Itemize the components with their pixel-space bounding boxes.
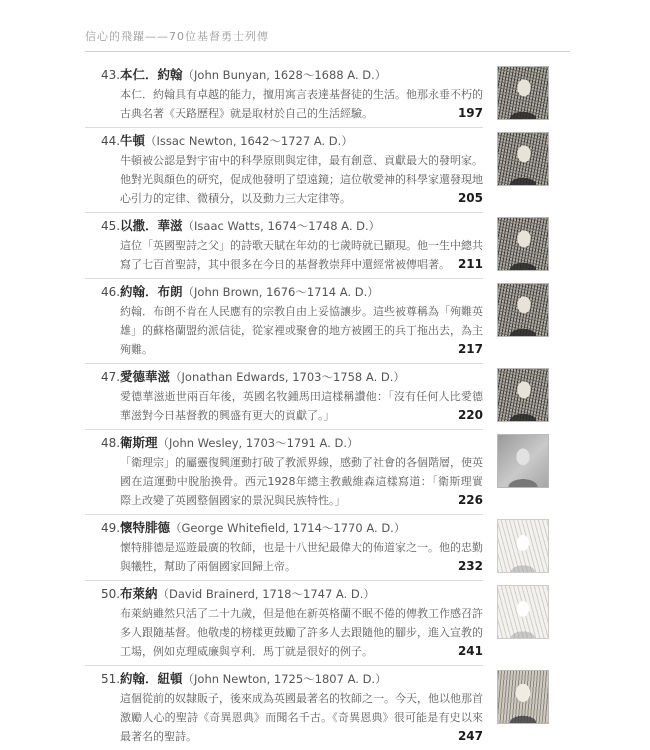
portrait-george-whitefield xyxy=(497,519,549,573)
portrait-isaac-newton xyxy=(497,132,549,186)
toc-entry xyxy=(85,279,547,364)
entry-page-number: 217 xyxy=(450,340,483,359)
entry-meta: （Isaac Watts, 1674～1748 A. D.） xyxy=(182,219,381,233)
entry-heading xyxy=(85,584,483,604)
entry-page-number: 226 xyxy=(450,491,483,510)
toc-entry xyxy=(85,515,547,581)
entry-meta: （Issac Newton, 1642～1727 A. D.） xyxy=(145,134,353,148)
entry-meta: （John Bunyan, 1628～1688 A. D.） xyxy=(182,68,387,82)
entry-number: 49. xyxy=(101,521,121,535)
entry-heading xyxy=(85,216,483,236)
entry-description xyxy=(120,236,483,274)
entry-description xyxy=(120,689,483,746)
entry-description-text: 這個從前的奴隸販子，後來成為英國最著名的牧師之一。今天，他以他那首激勵人心的聖詩《奇異恩典》而聞名千古。《奇異恩典》很可能是有史以來最著名的聖詩。 xyxy=(120,692,483,743)
entry-main xyxy=(85,128,483,213)
entry-main xyxy=(85,62,483,128)
entry-main xyxy=(85,430,483,515)
toc-entry xyxy=(85,581,547,666)
entry-number: 48. xyxy=(101,436,121,450)
running-head: 信心的飛躍——70位基督勇士列傳 xyxy=(85,30,269,43)
entry-name: 衛斯理 xyxy=(120,435,158,450)
entries-list xyxy=(85,62,547,750)
entry-page-number: 205 xyxy=(450,189,483,208)
entry-description xyxy=(120,151,483,208)
entry-heading xyxy=(85,669,483,689)
entry-description-text: 這位「英國聖詩之父」的詩歌天賦在年幼的七歲時就已顯現。他一生中總共寫了七百首聖詩，其中很多在今日的基督教崇拜中還經常被傳唱著。 xyxy=(120,239,483,271)
toc-entry xyxy=(85,213,547,279)
entry-number: 44. xyxy=(101,134,121,148)
entry-number: 45. xyxy=(101,219,121,233)
entry-heading xyxy=(85,65,483,85)
entry-description xyxy=(120,302,483,359)
portrait-isaac-watts xyxy=(497,217,549,271)
entry-description-text: 牛頓被公認是對宇宙中的科學原則與定律，最有創意、貢獻最大的發明家。他對光與顏色的研究，促成他發明了望遠鏡；這位敬愛神的科學家還發現地心引力的定律、微積分，以及動力三大定律等。 xyxy=(120,154,483,205)
entry-main xyxy=(85,364,483,430)
toc-entry xyxy=(85,62,547,128)
entry-description-text: 懷特腓德是巡遊最廣的牧師，也是十八世紀最偉大的佈道家之一。他的忠勤與犧牲，幫助了兩個國家回歸上帝。 xyxy=(120,541,483,573)
toc-entry xyxy=(85,364,547,430)
entry-description-text: 本仁．約翰具有卓越的能力，擅用寓言表達基督徒的生活。他那永垂不朽的古典名著《天路歷程》就是取材於自己的生活經驗。 xyxy=(120,88,483,120)
entry-meta: （George Whitefield, 1714～1770 A. D.） xyxy=(170,521,406,535)
entry-description-text: 「衛理宗」的屬靈復興運動打破了教派界線，感動了社會的各個階層，使英國在這運動中脫胎換骨。西元1928年總主教戴維森這樣寫道：「衛斯理實際上改變了英國整個國家的景況與民族特性。」 xyxy=(120,456,483,507)
entry-description-text: 布萊納雖然只活了二十九歲，但是他在新英格蘭不眠不倦的傳教工作感召許多人跟隨基督。他敬虔的榜樣更鼓勵了許多人去跟隨他的腳步，進入宣教的工場，例如克理威廉與亨利．馬丁就是很好的例子。 xyxy=(120,607,483,658)
entry-name: 愛德華滋 xyxy=(120,369,171,384)
entry-main xyxy=(85,279,483,364)
portrait-john-newton xyxy=(497,670,549,724)
entry-meta: （John Wesley, 1703～1791 A. D.） xyxy=(157,436,359,450)
entry-name: 本仁．約翰 xyxy=(120,67,183,82)
entry-description xyxy=(120,387,483,425)
entry-number: 51. xyxy=(101,672,121,686)
entry-heading xyxy=(85,433,483,453)
entry-meta: （David Brainerd, 1718～1747 A. D.） xyxy=(157,587,375,601)
entry-page-number: 241 xyxy=(450,642,483,661)
entry-main xyxy=(85,515,483,581)
entry-meta: （Jonathan Edwards, 1703～1758 A. D.） xyxy=(170,370,405,384)
entry-meta: （John Newton, 1725～1807 A. D.） xyxy=(182,672,387,686)
entry-description xyxy=(120,453,483,510)
entry-name: 以撒．華滋 xyxy=(120,218,183,233)
page-header xyxy=(85,28,570,52)
entry-page-number: 197 xyxy=(450,104,483,123)
entry-main xyxy=(85,666,483,750)
entry-number: 50. xyxy=(101,587,121,601)
entry-name: 懷特腓德 xyxy=(120,520,171,535)
entry-description xyxy=(120,604,483,661)
entry-page-number: 247 xyxy=(450,727,483,746)
entry-name: 約翰．布朗 xyxy=(120,284,183,299)
entry-main xyxy=(85,581,483,666)
entry-heading xyxy=(85,131,483,151)
entry-page-number: 220 xyxy=(450,406,483,425)
portrait-john-brown xyxy=(497,283,549,337)
entry-number: 47. xyxy=(101,370,121,384)
entry-page-number: 232 xyxy=(450,557,483,576)
toc-entry xyxy=(85,430,547,515)
entry-description xyxy=(120,538,483,576)
entry-heading xyxy=(85,518,483,538)
entry-name: 牛頓 xyxy=(120,133,146,148)
entry-meta: （John Brown, 1676～1714 A. D.） xyxy=(182,285,379,299)
entry-heading xyxy=(85,367,483,387)
entry-heading xyxy=(85,282,483,302)
toc-entry xyxy=(85,128,547,213)
entry-description-text: 約翰．布朗不肯在人民應有的宗教自由上妥協讓步。這些被尊稱為「殉難英雄」的蘇格蘭盟約派信徒，從家裡或聚會的地方被國王的兵丁拖出去，為主殉難。 xyxy=(120,305,483,356)
entry-number: 43. xyxy=(101,68,121,82)
entry-number: 46. xyxy=(101,285,121,299)
portrait-jonathan-edwards xyxy=(497,368,549,422)
entry-name: 約翰．紐頓 xyxy=(120,671,183,686)
entry-description-text: 愛德華滋逝世兩百年後，英國名牧鍾馬田這樣稱讚他：「沒有任何人比愛德華滋對今日基督教的興盛有更大的貢獻了。」 xyxy=(120,390,483,422)
entry-main xyxy=(85,213,483,279)
toc-entry xyxy=(85,666,547,750)
portrait-david-brainerd xyxy=(497,585,549,639)
entry-name: 布萊納 xyxy=(120,586,158,601)
entry-page-number: 211 xyxy=(450,255,483,274)
entry-description xyxy=(120,85,483,123)
portrait-john-bunyan xyxy=(497,66,549,120)
portrait-john-wesley xyxy=(497,434,549,488)
